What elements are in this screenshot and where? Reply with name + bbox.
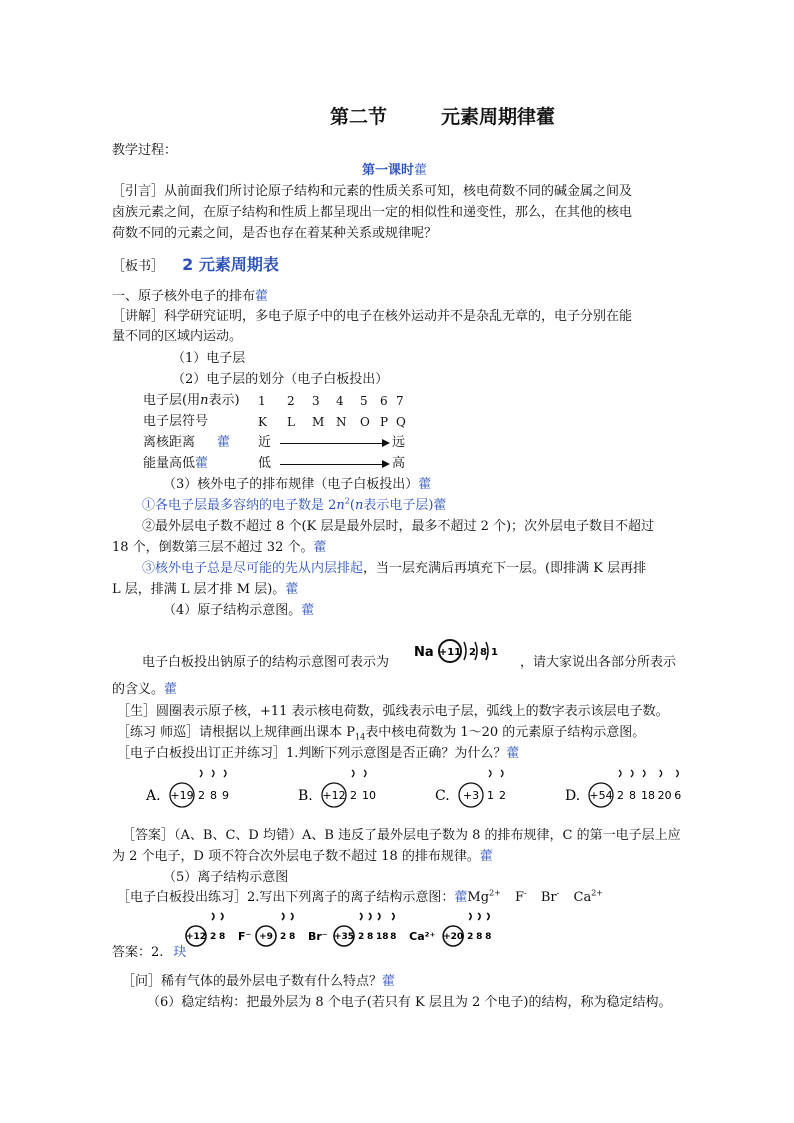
shell-symbol-7: Q: [396, 415, 406, 429]
option-b-nucleus-charge: +12: [322, 788, 346, 802]
shell-number-7: 7: [396, 394, 404, 408]
rule-2-line-1: ②最外层电子数不超过 8 个(K 层是最外层时，最多不超过 2 个)；次外层电子数目不超过: [142, 519, 655, 534]
option-d-nucleus-charge: +54: [589, 788, 613, 802]
rule-1: ①各电子层最多容纳的电子数是 $2n^2(n$表示电子层)藿: [142, 496, 447, 513]
option-a-shell-arc-2: [212, 770, 214, 777]
rule-3-line-1: ③核外电子总是尽可能的先从内层排起，当一层充满后再填充下一层。(即排满 K 层再排: [142, 561, 647, 576]
na-electrons-3: 1: [491, 647, 498, 658]
item-1: （1）电子层: [172, 351, 246, 366]
options-diagrams: [140, 770, 700, 820]
ion-1-shell-arc-1: [212, 913, 214, 920]
shell-number-2: 2: [287, 394, 295, 408]
option-b-shell-arc-1: [352, 770, 354, 777]
option-d-electrons-2: 8: [629, 788, 636, 802]
item-5: （5）离子结构示意图: [163, 870, 289, 885]
shell-symbol-4: N: [336, 415, 347, 429]
ion-2-nucleus-charge: +9: [259, 932, 273, 943]
student-answer: ［生］圆圈表示原子核，+11 表示核电荷数，弧线表示电子层，弧线上的数字表示该层电子数。: [117, 704, 669, 719]
option-c-nucleus-charge: +3: [462, 788, 480, 802]
option-d-shell-arc-2: [631, 770, 633, 777]
shell-number-3: 3: [312, 394, 320, 408]
option-d-electrons-3: 18: [641, 788, 655, 802]
ion-3-electrons-2: 8: [367, 932, 374, 943]
shell-number-label: 电子层(用n表示): [143, 393, 240, 408]
option-a-electrons-2: 8: [210, 788, 217, 802]
ion-2-shell-arc-1: [282, 913, 284, 920]
shell-number-5: 5: [360, 394, 368, 408]
shell-symbol-3: M: [312, 415, 325, 429]
na-shell-arc-1: [464, 642, 466, 660]
intro-line-2: 卤族元素之间，在原子结构和性质上都呈现出一定的相似性和递变性，那么，在其他的核电: [112, 205, 633, 220]
ion-3-electrons-1: 2: [358, 932, 365, 943]
option-c-shell-arc-1: [489, 770, 491, 777]
shell-number-4: 4: [336, 394, 344, 408]
ion-4-electrons-1: 2: [467, 932, 474, 943]
option-d-electrons-1: 2: [617, 788, 624, 802]
shell-number-6: 6: [380, 394, 388, 408]
na-symbol: Na: [414, 645, 434, 660]
page-title: [330, 108, 555, 126]
explain-line-1: ［讲解］科学研究证明，多电子原子中的电子在核外运动并不是杂乱无章的，电子分别在能: [112, 309, 633, 324]
title-mark: 藿: [536, 106, 556, 128]
energy-arrow-head: [382, 460, 390, 468]
option-d-electrons-4: 20: [657, 788, 672, 802]
option-d-shell-arc-4: [660, 770, 662, 777]
rule-2-line-2: 18 个，倒数第三层不超过 32 个。藿: [112, 540, 327, 555]
section-heading-1: 一、原子核外电子的排布藿: [112, 289, 269, 304]
distance-arrow-head: [382, 439, 390, 447]
option-c-letter: C.: [435, 788, 450, 804]
title-section: 第二节: [330, 106, 388, 128]
energy-high: 高: [392, 456, 406, 471]
distance-near: 近: [258, 435, 272, 450]
option-b-electrons-2: 10: [362, 788, 376, 802]
item-2: （2）电子层的划分（电子白板投出）: [172, 372, 389, 387]
ion-4-electrons-3: 8: [485, 932, 492, 943]
sodium-structure-diagram: [412, 632, 502, 668]
energy-low: 低: [258, 456, 272, 471]
answer-line-2: 为 2 个电子，D 项不符合次外层电子数不超过 18 的排布规律。藿: [112, 849, 493, 864]
ion-3-symbol: Br⁻: [308, 930, 328, 943]
option-d-shell-arc-5: [676, 770, 678, 777]
option-c-shell-arc-2: [501, 770, 503, 777]
energy-label: 能量高低藿: [143, 456, 209, 471]
item-6: （6）稳定结构：把最外层为 8 个电子(若只有 K 层且为 2 个电子)的结构，称为稳定结构。: [147, 995, 672, 1010]
option-c-electrons-2: 2: [499, 788, 506, 802]
shell-symbol-6: P: [380, 415, 389, 429]
option-a-electrons-1: 2: [198, 788, 205, 802]
ion-diagrams: [180, 914, 492, 954]
ion-4-nucleus-charge: +20: [443, 932, 464, 943]
ion-4-shell-arc-3: [487, 913, 489, 920]
ion-2-symbol: F⁻: [238, 930, 252, 943]
shell-symbol-label: 电子层符号: [143, 414, 209, 429]
answer-line-1: ［答案］（A、B、C、D 均错）A、B 违反了最外层电子数为 8 的排布规律，C 的第一电子层上应: [122, 828, 681, 843]
na-text-b: ，请大家说出各部分所表示: [520, 655, 677, 670]
shell-symbol-1: K: [258, 415, 267, 429]
option-a-shell-arc-1: [200, 770, 202, 777]
ion-3-nucleus-charge: +35: [333, 932, 355, 943]
option-d-shell-arc-1: [619, 770, 621, 777]
option-b-letter: B.: [298, 788, 313, 804]
option-b-shell-arc-2: [364, 770, 366, 777]
ion-3-shell-arc-4: [392, 913, 394, 920]
na-electrons-2: 8: [480, 647, 487, 658]
energy-arrow-line: [280, 464, 382, 465]
item-4: （4）原子结构示意图。藿: [163, 603, 315, 618]
ion-1-nucleus-charge: +12: [185, 932, 207, 943]
explain-line-2: 量不同的区域内运动。: [112, 329, 243, 344]
option-a-letter: A.: [146, 788, 161, 804]
option-c-electrons-1: 1: [487, 788, 494, 802]
option-b-electrons-1: 2: [350, 788, 357, 802]
practice-instruction: ［练习 师巡］请根据以上规律画出课本 $P_{14}$表中核电荷数为 1～20 的元素原子结构示意图。: [117, 725, 646, 742]
option-a-shell-arc-3: [224, 770, 226, 777]
intro-line-3: 荷数不同的元素之间，是否也存在着某种关系或规律呢？: [112, 226, 438, 241]
board-heading: ［板书］ 2 元素周期表: [112, 255, 279, 274]
option-d-electrons-5: 6: [674, 788, 682, 802]
intro-line-1: ［引言］从前面我们所讨论原子结构和元素的性质关系可知，核电荷数不同的碱金属之间及: [112, 184, 633, 199]
ion-1-electrons-1: 2: [210, 932, 217, 943]
ion-2-electrons-1: 2: [280, 932, 287, 943]
option-a-nucleus-charge: +19: [170, 788, 194, 802]
na-text-c: 的含义。藿: [112, 682, 178, 697]
option-a-electrons-3: 9: [222, 788, 229, 802]
ion-answer-label: 答案：2. 玦: [112, 945, 187, 960]
ion-4-electrons-2: 8: [476, 932, 483, 943]
ion-4-symbol: Ca²⁺: [409, 930, 436, 943]
ion-1-shell-arc-2: [221, 913, 223, 920]
na-text-a: 电子白板投出钠原子的结构示意图可表示为: [142, 655, 390, 670]
process-label: 教学过程：: [112, 143, 178, 158]
ion-2-electrons-2: 8: [289, 932, 296, 943]
option-d-letter: D.: [565, 788, 581, 804]
distance-arrow-line: [280, 443, 382, 444]
shell-symbol-2: L: [287, 415, 295, 429]
lesson-heading: 第一课时藿: [362, 163, 428, 178]
ion-4-shell-arc-2: [478, 913, 480, 920]
ion-3-shell-arc-1: [360, 913, 362, 920]
ion-practice: ［电子白板投出练习］2.写出下列离子的离子结构示意图：藿$Mg^{2+}$ F- Br- $Ca^{2+}$: [117, 888, 603, 905]
shell-symbol-5: O: [360, 415, 370, 429]
shell-number-1: 1: [258, 394, 266, 408]
ion-4-shell-arc-1: [469, 913, 471, 920]
title-topic: 元素周期律: [441, 106, 537, 128]
ion-3-electrons-3: 18: [376, 932, 389, 943]
ion-3-electrons-4: 8: [390, 932, 397, 943]
distance-label: 离核距离 藿: [143, 435, 231, 450]
item-3: （3）核外电子的排布规律（电子白板投出）藿: [163, 477, 432, 492]
board-practice: ［电子白板投出订正并练习］1.判断下列示意图是否正确？为什么？藿: [117, 746, 520, 761]
ion-3-shell-arc-3: [378, 913, 380, 920]
option-d-shell-arc-3: [643, 770, 645, 777]
ion-2-shell-arc-2: [291, 913, 293, 920]
ion-1-electrons-2: 8: [219, 932, 226, 943]
na-nucleus-charge: +11: [438, 647, 462, 658]
na-electrons-1: 2: [469, 647, 476, 658]
ion-3-shell-arc-2: [369, 913, 371, 920]
question: ［问］稀有气体的最外层电子数有什么特点？藿: [122, 974, 396, 989]
rule-3-line-2: L 层，排满 L 层才排 M 层)。藿: [112, 582, 299, 597]
distance-far: 远: [392, 435, 406, 450]
